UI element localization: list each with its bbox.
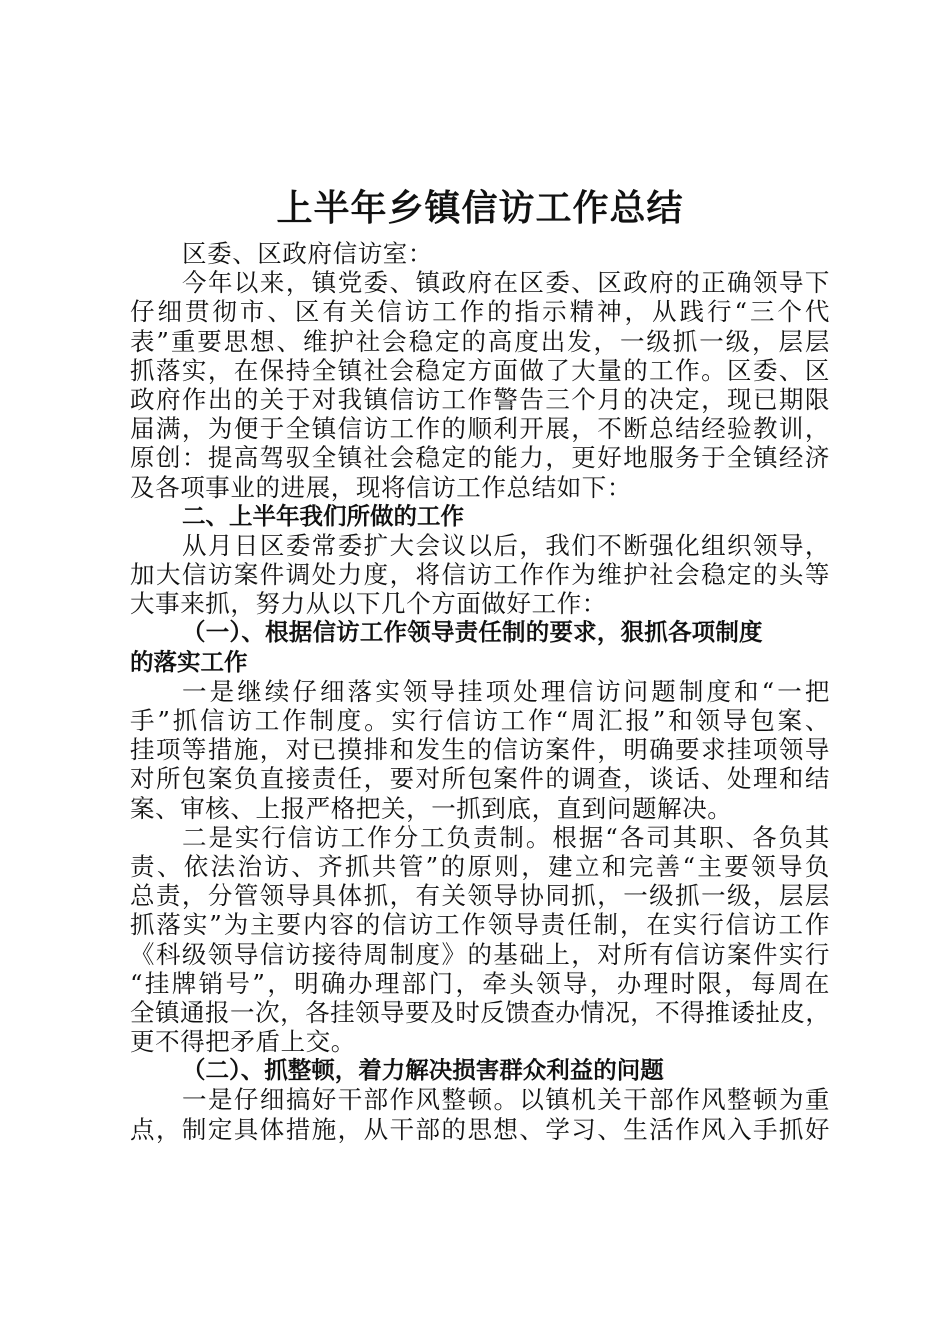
section-two-line: 加大信访案件调处力度，将信访工作作为维护社会稳定的头等 bbox=[130, 560, 830, 590]
paragraph-line: “挂牌销号”，明确办理部门，牵头领导，办理时限，每周在 bbox=[130, 968, 830, 998]
subsection-one-paragraph-1 bbox=[130, 677, 830, 823]
subsection-two-paragraph-1 bbox=[130, 1085, 830, 1143]
section-two-line: 从月日区委常委扩大会议以后，我们不断强化组织领导， bbox=[182, 530, 830, 560]
intro-line: 今年以来，镇党委、镇政府在区委、区政府的正确领导下 bbox=[182, 268, 830, 298]
paragraph-line: 挂项等措施，对已摸排和发生的信访案件，明确要求挂项领导 bbox=[130, 735, 830, 765]
section-two-line: 大事来抓，努力从以下几个方面做好工作： bbox=[130, 589, 607, 619]
paragraph-line: 点，制定具体措施，从干部的思想、学习、生活作风入手抓好 bbox=[130, 1114, 830, 1144]
intro-line: 表”重要思想、维护社会稳定的高度出发，一级抓一级，层层 bbox=[130, 326, 830, 356]
paragraph-line: 《科级领导信访接待周制度》的基础上，对所有信访案件实行 bbox=[130, 939, 830, 969]
paragraph-line: 更不得把矛盾上交。 bbox=[130, 1027, 356, 1057]
intro-line: 及各项事业的进展，现将信访工作总结如下： bbox=[130, 472, 632, 502]
intro-paragraph bbox=[130, 268, 830, 502]
intro-line: 仔细贯彻市、区有关信访工作的指示精神，从践行“三个代 bbox=[130, 297, 830, 327]
section-two-heading: 二、上半年我们所做的工作 bbox=[182, 501, 464, 530]
section-two-paragraph bbox=[130, 531, 830, 619]
paragraph-line: 责、依法治访、齐抓共管”的原则，建立和完善“主要领导负 bbox=[130, 851, 830, 881]
paragraph-line: 对所包案负直接责任，要对所包案件的调查，谈话、处理和结 bbox=[130, 764, 830, 794]
document-title: 上半年乡镇信访工作总结 bbox=[276, 188, 684, 229]
paragraph-line: 全镇通报一次，各挂领导要及时反馈查办情况，不得推诿扯皮， bbox=[130, 997, 830, 1027]
paragraph-line: 一是继续仔细落实领导挂项处理信访问题制度和“一把 bbox=[182, 676, 830, 706]
document-page bbox=[130, 183, 830, 1144]
paragraph-line: 总责，分管领导具体抓，有关领导协同抓，一级抓一级，层层 bbox=[130, 881, 830, 911]
subsection-two-heading: （二）、抓整顿，着力解决损害群众利益的问题 bbox=[182, 1056, 664, 1085]
intro-line: 届满，为便于全镇信访工作的顺利开展，不断总结经验教训， bbox=[130, 414, 830, 444]
paragraph-line: 手”抓信访工作制度。实行信访工作“周汇报”和领导包案、 bbox=[130, 706, 830, 735]
subsection-one-heading bbox=[130, 618, 830, 676]
paragraph-line: 二是实行信访工作分工负责制。根据“各司其职、各负其 bbox=[182, 822, 830, 852]
paragraph-line: 抓落实”为主要内容的信访工作领导责任制，在实行信访工作 bbox=[130, 910, 830, 940]
intro-line: 原创：提高驾驭全镇社会稳定的能力，更好地服务于全镇经济 bbox=[130, 443, 830, 473]
paragraph-line: 案、审核、上报严格把关，一抓到底，直到问题解决。 bbox=[130, 793, 733, 823]
intro-line: 政府作出的关于对我镇信访工作警告三个月的决定，现已期限 bbox=[130, 384, 830, 414]
subsection-one-heading-line: （一）、根据信访工作领导责任制的要求，狠抓各项制度 bbox=[182, 618, 763, 647]
addressee: 区委、区政府信访室： bbox=[182, 239, 433, 268]
subsection-one-heading-line: 的落实工作 bbox=[130, 647, 248, 676]
paragraph-line: 一是仔细搞好干部作风整顿。以镇机关干部作风整顿为重 bbox=[182, 1085, 830, 1115]
subsection-one-paragraph-2 bbox=[130, 823, 830, 1057]
intro-line: 抓落实，在保持全镇社会稳定方面做了大量的工作。区委、区 bbox=[130, 355, 830, 385]
